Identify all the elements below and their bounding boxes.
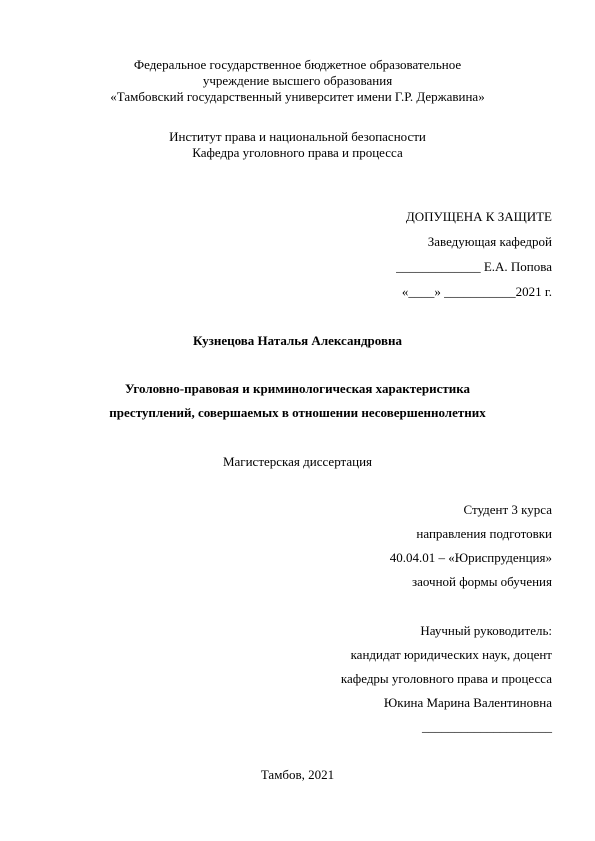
footer-city-year: Тамбов, 2021 [260, 767, 335, 782]
institute-name: Институт права и национальной безопасности [169, 129, 426, 144]
approval-title: ДОПУЩЕНА К ЗАЩИТЕ [405, 209, 552, 224]
header-line-3: «Тамбовский государственный университет имени Г.Р. Державина» [110, 89, 485, 104]
approval-signature: _____________ Е.А. Попова [396, 259, 552, 274]
supervisor-degree: кандидат юридических наук, доцент [350, 647, 552, 662]
thesis-title-line-2: преступлений, совершаемых в отношении несовершеннолетних [109, 405, 486, 420]
student-course: Студент 3 курса [463, 502, 552, 517]
student-specialty: 40.04.01 – «Юриспруденция» [389, 550, 552, 565]
approval-role: Заведующая кафедрой [427, 234, 552, 249]
thesis-title-line-1: Уголовно-правовая и криминологическая характеристика [124, 381, 471, 396]
author-name: Кузнецова Наталья Александровна [193, 333, 402, 348]
work-type: Магистерская диссертация [222, 454, 373, 469]
student-direction: направления подготовки [416, 526, 552, 541]
approval-date: «____» ___________2021 г. [401, 284, 552, 299]
supervisor-name: Юкина Марина Валентиновна [383, 695, 552, 710]
supervisor-title: Научный руководитель: [420, 623, 552, 638]
supervisor-department: кафедры уголовного права и процесса [340, 671, 552, 686]
supervisor-signature-line: ____________________ [422, 719, 552, 734]
header-line-2: учреждение высшего образования [202, 73, 393, 88]
header-line-1: Федеральное государственное бюджетное образовательное [133, 57, 462, 72]
student-study-form: заочной формы обучения [411, 574, 552, 589]
department-name: Кафедра уголовного права и процесса [192, 145, 403, 160]
